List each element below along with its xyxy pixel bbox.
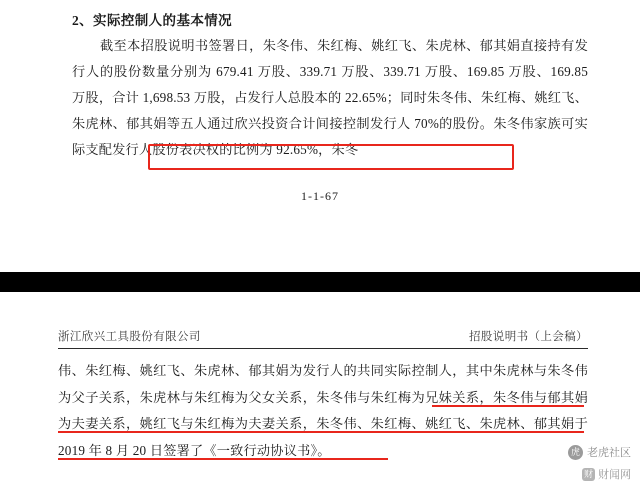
watermark-tiger (568, 444, 631, 460)
watermark-tiger-label: 老虎社区 (587, 447, 631, 459)
document-page-bottom (0, 292, 640, 491)
running-header-left: 浙江欣兴工具股份有限公司 (58, 331, 201, 343)
page-top-body (0, 29, 640, 163)
page-top-paragraph: 截至本招股说明书签署日，朱冬伟、朱红梅、姚红飞、朱虎林、郁其娟直接持有发行人的股份数量分别为 679.41 万股、339.71 万股、339.71 万股、169.85 万股、169.85 万股，合计 1,698.53 万股，占发行人总股本的 22.65%；同时朱冬伟、朱红梅、姚红飞、朱虎林、郁其娟等五人通过欣兴投资合计间接控制发行人 70%的股份。朱冬伟家族可实际支配发行人股份表决权的比例为 92.65%，朱冬 (72, 38, 588, 157)
page-number: 1-1-67 (301, 189, 339, 203)
page-bottom-paragraph: 伟、朱红梅、姚红飞、朱虎林、郁其娟为发行人的共同实际控制人，其中朱虎林与朱冬伟为父子关系，朱虎林与朱红梅为父女关系，朱冬伟与朱红梅为兄妹关系，朱冬伟与郁其娟为夫妻关系，姚红飞与朱红梅为夫妻关系，朱冬伟、朱红梅、姚红飞、朱虎林、郁其娟于 2019 年 8 月 20 日签署了《一致行动协议书》。 (58, 363, 588, 458)
page-separator (0, 272, 640, 292)
running-header-right: 招股说明书（上会稿） (469, 331, 588, 343)
watermark-caijing (582, 466, 631, 482)
section-heading: 2、实际控制人的基本情况 (72, 13, 233, 28)
running-header (0, 292, 640, 348)
watermark-caijing-label: 财闻网 (598, 469, 631, 481)
caijing-logo-icon: 财 (583, 468, 593, 479)
tiger-logo-icon: 虎 (568, 445, 583, 460)
page-bottom-body (0, 349, 640, 464)
